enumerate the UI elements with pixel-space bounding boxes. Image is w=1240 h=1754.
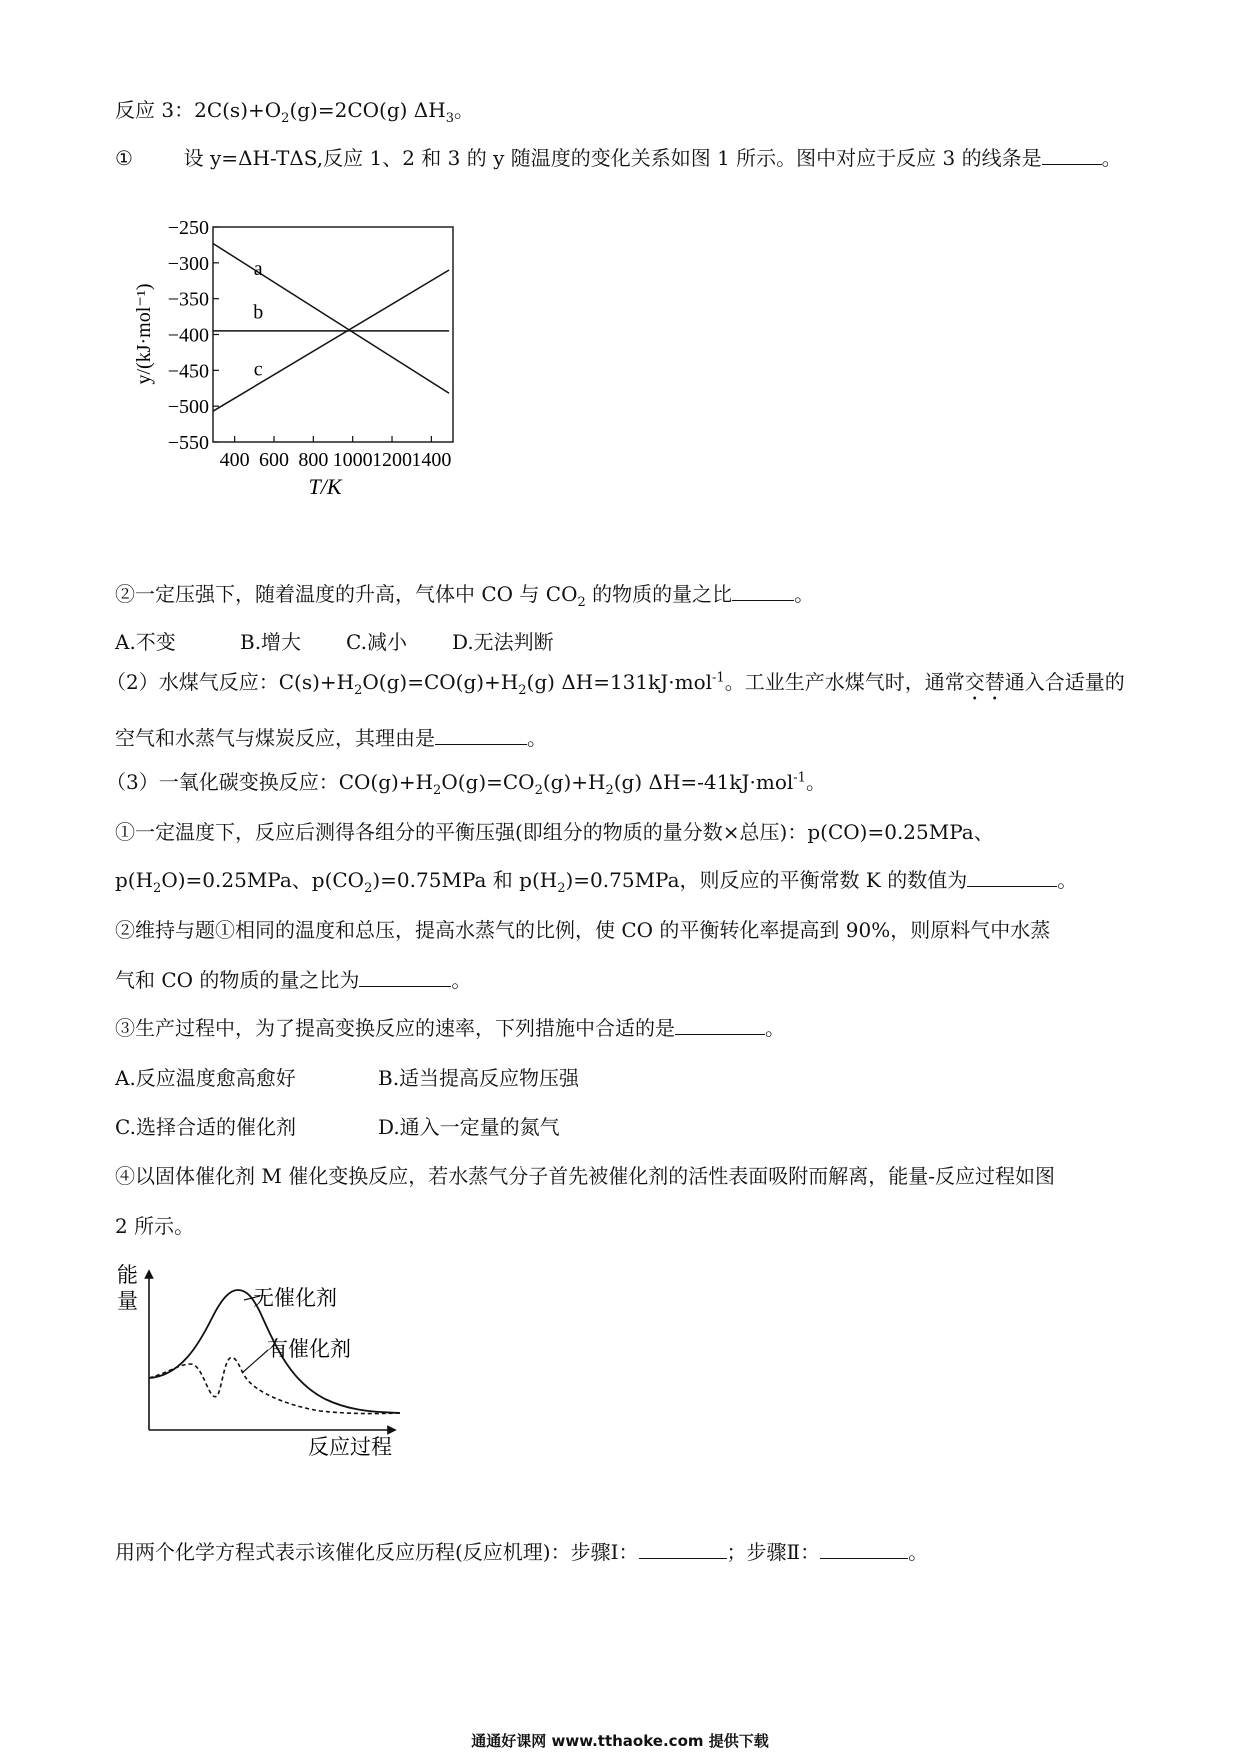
y-tick-label: −400 bbox=[167, 324, 209, 347]
x-tick-label: 1000 bbox=[332, 449, 373, 471]
mechanism-question: 用两个化学方程式表示该催化反应历程(反应机理)：步骤Ⅰ： ；步骤Ⅱ： 。 bbox=[115, 1540, 929, 1564]
x-tick-label: 1400 bbox=[411, 449, 452, 471]
p3-question-4-line-2: 2 所示。 bbox=[115, 1214, 195, 1238]
y-tick-label: −500 bbox=[167, 396, 209, 419]
x-tick-label: 800 bbox=[298, 449, 329, 471]
y-tick-label: −550 bbox=[167, 432, 209, 454]
question-1: ① 设 y=ΔH-TΔS,反应 1、2 和 3 的 y 随温度的变化关系如图 1 所示。图中对应于反应 3 的线条是 。 bbox=[115, 146, 1122, 170]
part-3-header: （3）一氧化碳变换反应：$CO(g)+H_2O(g)=CO_2(g)+H_2(g)$ ΔH=-41kJ·mol$^{-1}$。 bbox=[106, 770, 826, 798]
part-2-line-1: （2）水煤气反应：$C(s)+H_2O(g)=CO(g)+H_2(g)$ ΔH=131kJ·mol$^{-1}$。工业生产水煤气时，通常交替通入合适量的 bbox=[106, 670, 1125, 698]
question-2: ②一定压强下，随着温度的升高，气体中 CO 与 $CO_2$ 的物质的量之比 。 bbox=[115, 582, 815, 610]
p3q3-option-a[interactable]: A.反应温度愈高愈好 bbox=[115, 1066, 296, 1090]
x-tick-label: 400 bbox=[219, 449, 250, 471]
label-no-catalyst: 无催化剂 bbox=[253, 1286, 337, 1310]
q2-option-d[interactable]: D.无法判断 bbox=[452, 630, 554, 654]
p3q3-option-c[interactable]: C.选择合适的催化剂 bbox=[115, 1115, 296, 1139]
p3-question-3: ③生产过程中，为了提高变换反应的速率，下列措施中合适的是 。 bbox=[115, 1016, 785, 1040]
series-label-a: a bbox=[253, 258, 263, 281]
figure-1-chart bbox=[130, 212, 530, 502]
q2-option-a[interactable]: A.不变 bbox=[115, 630, 176, 654]
answer-blank[interactable] bbox=[1042, 164, 1102, 165]
question-1-text: 设 y=ΔH-TΔS,反应 1、2 和 3 的 y 随温度的变化关系如图 1 所示。图中对应于反应 3 的线条是 bbox=[183, 146, 1042, 170]
reaction-3-line bbox=[115, 98, 474, 126]
x-tick-label: 1200 bbox=[372, 449, 413, 471]
question-1-number: ① bbox=[115, 146, 133, 170]
answer-blank[interactable] bbox=[732, 600, 794, 601]
y-tick-label: −250 bbox=[167, 217, 209, 239]
answer-blank[interactable] bbox=[967, 886, 1057, 887]
x-tick-label: 600 bbox=[258, 449, 289, 471]
figure-2-energy-diagram bbox=[110, 1260, 440, 1460]
q2-option-c[interactable]: C.减小 bbox=[346, 630, 407, 654]
series-line-c bbox=[213, 270, 449, 411]
series-label-b: b bbox=[253, 301, 264, 324]
q2-option-b[interactable]: B.增大 bbox=[240, 630, 302, 654]
p3-question-2-line-1: ②维持与题①相同的温度和总压，提高水蒸气的比例，使 CO 的平衡转化率提高到 90%，则原料气中水蒸 bbox=[115, 918, 1051, 942]
y-axis-label: y/(kJ·mol⁻¹) bbox=[133, 283, 155, 385]
y-tick-label: −450 bbox=[167, 360, 209, 383]
reaction-3-label: 反应 3： bbox=[115, 98, 195, 122]
y-tick-label: −300 bbox=[167, 252, 209, 275]
label-catalyst: 有催化剂 bbox=[267, 1337, 351, 1361]
answer-blank-step-2[interactable] bbox=[820, 1558, 908, 1559]
y-tick-label: −350 bbox=[167, 288, 209, 311]
p3-question-4-line-1: ④以固体催化剂 M 催化变换反应，若水蒸气分子首先被催化剂的活性表面吸附而解离，能量-反应过程如图 bbox=[115, 1164, 1055, 1188]
series-label-c: c bbox=[253, 358, 263, 381]
p3q3-option-d[interactable]: D.通入一定量的氮气 bbox=[378, 1115, 560, 1139]
y-axis-label-line-2: 量 bbox=[117, 1289, 138, 1313]
page-footer: 通通好课网 www.tthaoke.com 提供下载 bbox=[471, 1732, 769, 1750]
part-2-text: （2）水煤气反应：$C(s)+H_2O(g)=CO(g)+H_2(g)$ ΔH=131kJ·mol$^{-1}$。工业生产水煤气时，通常 bbox=[106, 670, 965, 698]
catalyzed-curve bbox=[149, 1358, 400, 1414]
answer-blank[interactable] bbox=[359, 986, 451, 987]
answer-blank-step-1[interactable] bbox=[639, 1558, 727, 1559]
p3-question-2-line-2: 气和 CO 的物质的量之比为 。 bbox=[115, 968, 472, 992]
plot-frame bbox=[213, 227, 453, 442]
emphasis-text: 交替 bbox=[964, 670, 1005, 694]
reaction-3-equation: $2C(s)+O_2(g)=2CO(g)$ $\Delta H_3$。 bbox=[194, 98, 474, 126]
p3q3-option-b[interactable]: B.适当提高反应物压强 bbox=[378, 1066, 580, 1090]
label-leader-catalyst bbox=[242, 1350, 268, 1373]
answer-blank[interactable] bbox=[675, 1034, 765, 1035]
x-axis-label: T/K bbox=[308, 474, 342, 499]
part-2-line-2: 空气和水蒸气与煤炭反应，其理由是 。 bbox=[115, 726, 547, 750]
x-axis-label: 反应过程 bbox=[308, 1435, 392, 1459]
y-axis-label-line-1: 能 bbox=[117, 1263, 138, 1287]
question-2-text: ②一定压强下，随着温度的升高，气体中 CO 与 $CO_2$ 的物质的量之比 bbox=[115, 582, 733, 610]
p3-question-1-line-2: $p(H_2O)=0.25MPa$、$p(CO_2)=0.75MPa$ 和 $p(H_2)=0.75MPa$，则反应的平衡常数 K 的数值为 。 bbox=[115, 868, 1078, 896]
series-line-a bbox=[213, 243, 449, 393]
answer-blank[interactable] bbox=[435, 744, 527, 745]
p3-question-1-line-1: ①一定温度下，反应后测得各组分的平衡压强(即组分的物质的量分数×总压)：p(CO)=0.25MPa、 bbox=[115, 820, 994, 844]
